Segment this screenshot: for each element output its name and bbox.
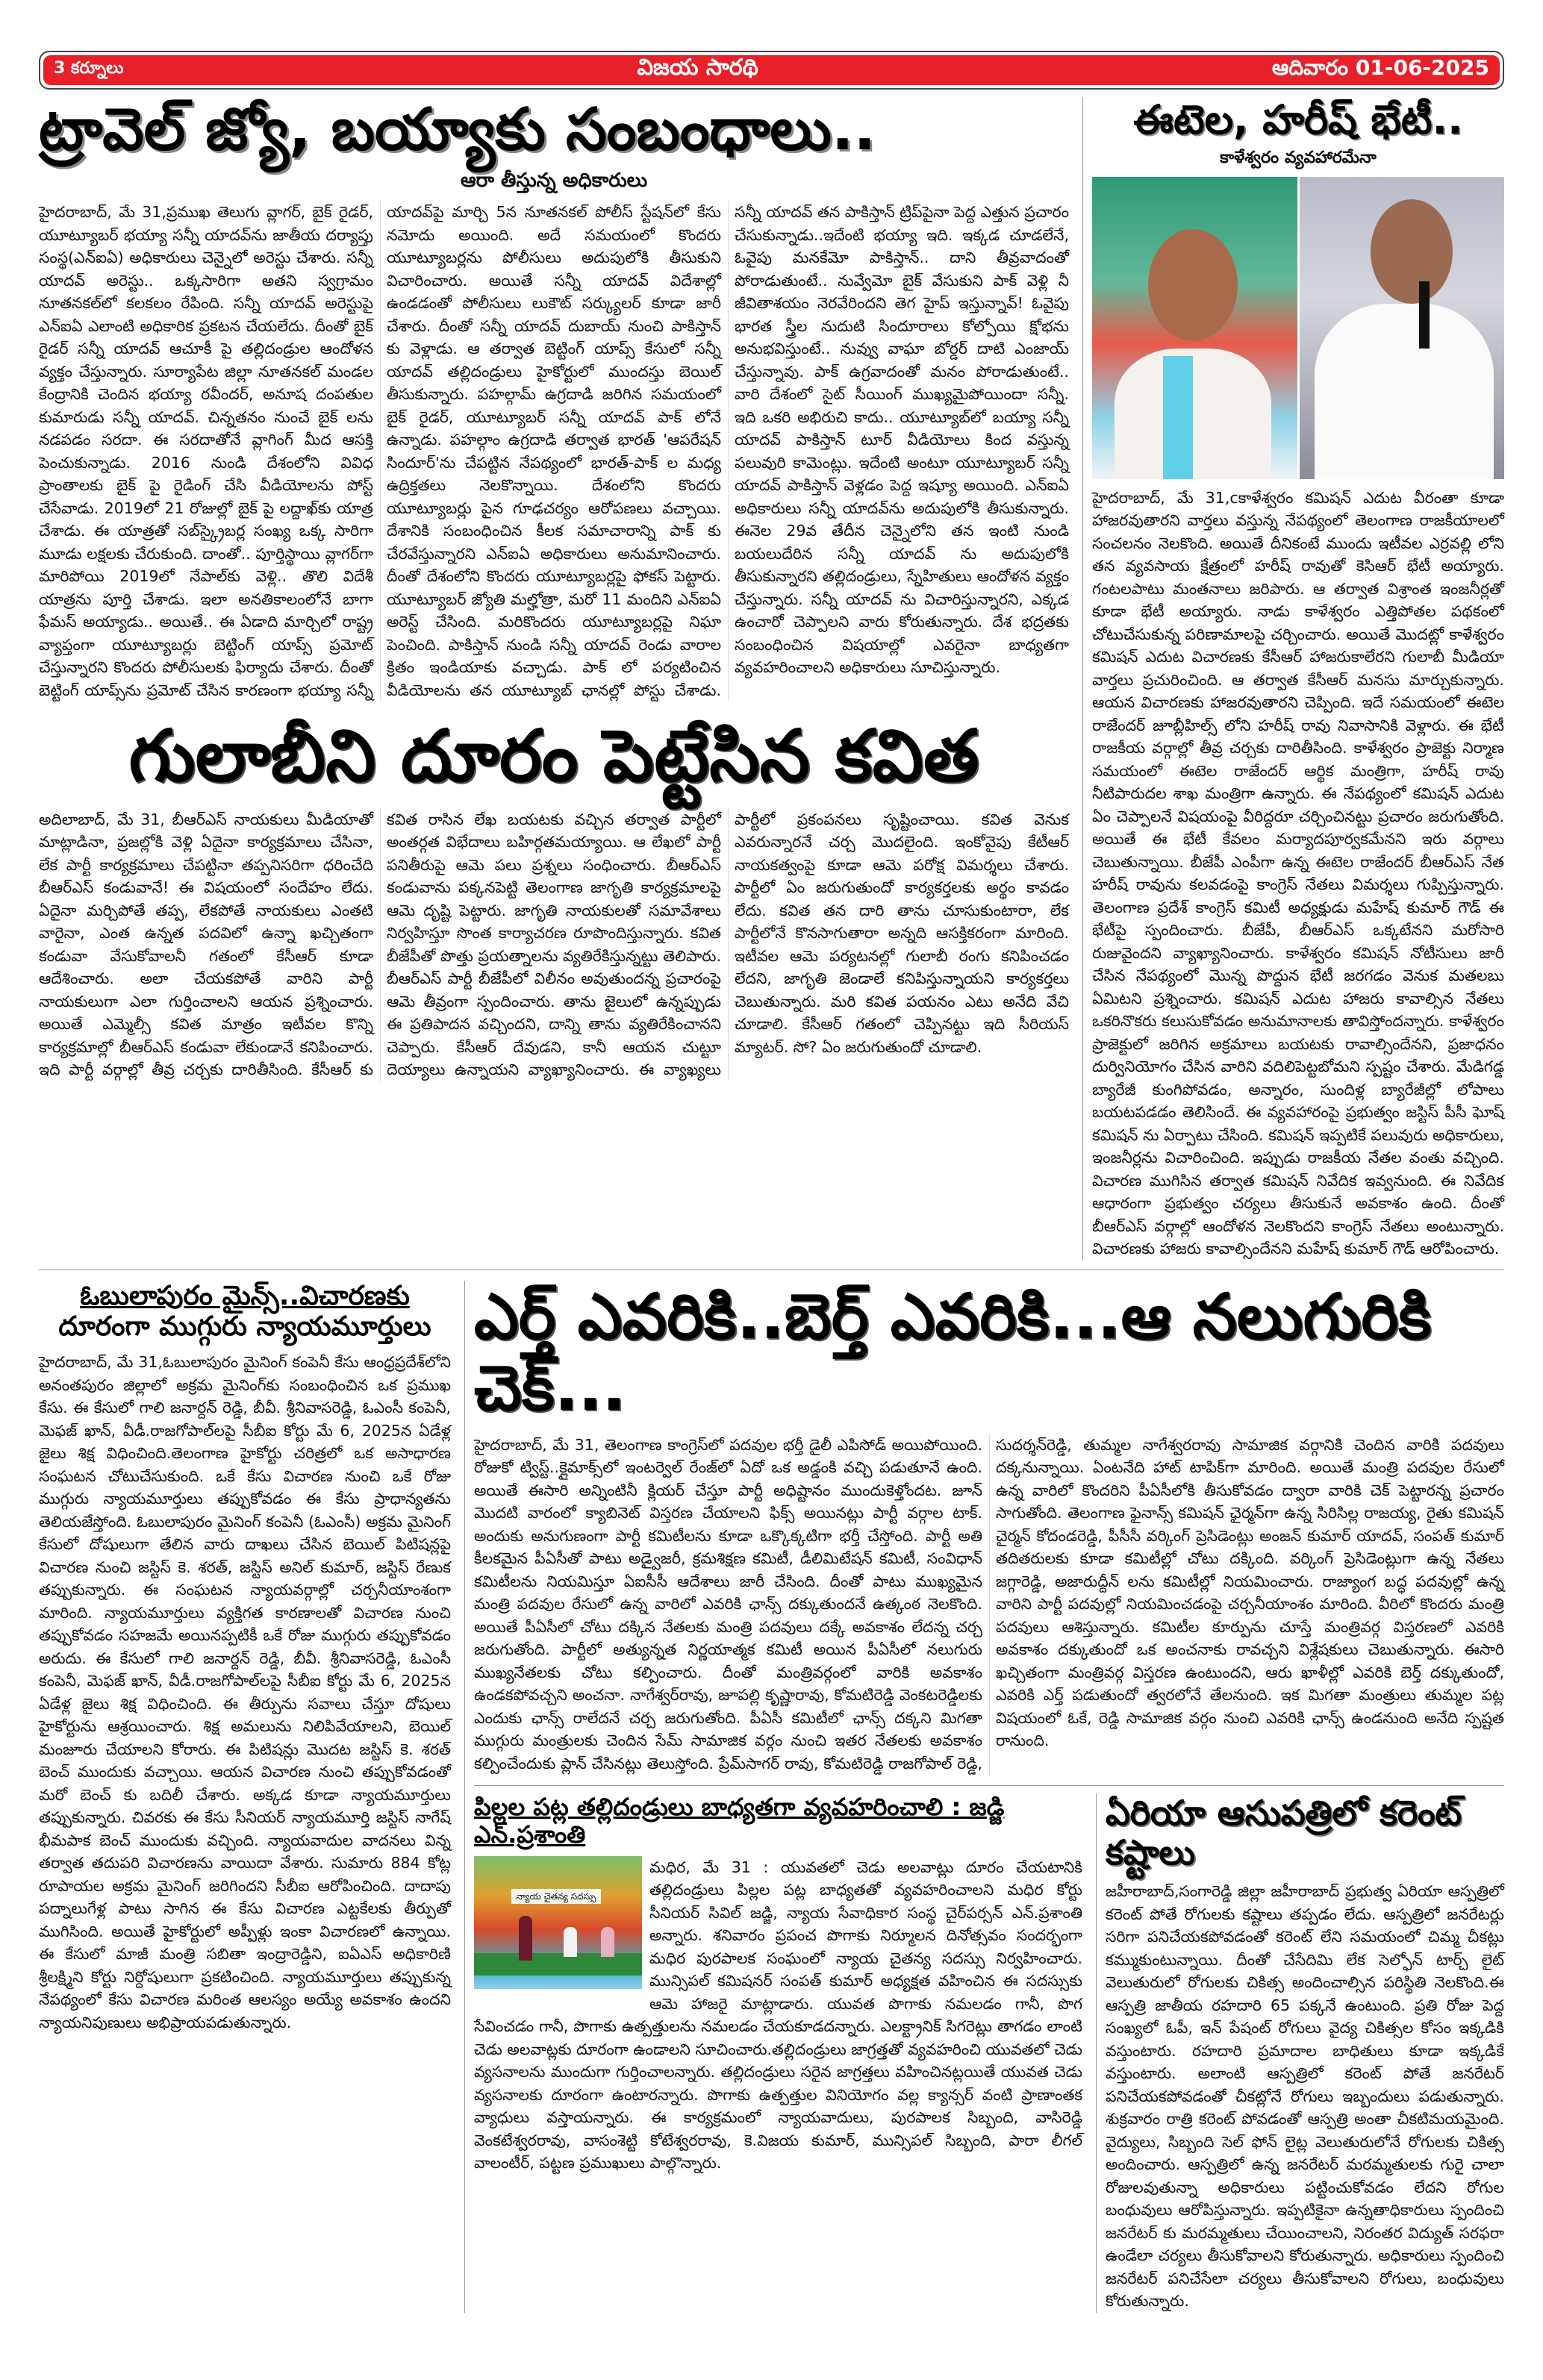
masthead	[39, 51, 1504, 90]
subhead-travel: ఆరా తీస్తున్న అధికారులు	[460, 169, 648, 192]
photo-etala-harish	[1092, 177, 1504, 479]
article-obulapuram-body	[39, 1351, 451, 2034]
subhead-etala: కాళేశ్వరం వ్యవహారమేనా	[1220, 149, 1377, 168]
article-text: జహీరాబాద్,సంగారెడ్డి జిల్లా జహీరాబాద్ ప్రభుత్వ ఏరియా ఆస్పత్రిలో కరెంట్ పోతే రోగులకు కష్టాలు తప్పడం లేదు. ఆస్పత్రిలో జనరేటర్లు సరిగా పనిచేయకపోవడంతో కరెంట్ లేని సమయంలో చిమ్మ చీకట్లు కమ్ముకుంటున్నాయి. దీంతో చేసేదిమి లేక సెల్ఫోన్ టార్చ్ లైట్ వెలుతురులో రోగులకు చికిత్స అందించాల్సిన పరిస్థితి నెలకొంది.ఈ ఆస్పత్రి జాతీయ రహదారి 65 పక్కనే ఉంటుంది. ప్రతి రోజు పెద్ద సంఖ్యలో ఓపీ, ఇన్ పేషంట్ రోగులు వైద్య చికిత్సల కోసం ఇక్కడికి వస్తుంటారు. రహదారి ప్రమాదాల బాధితులు కూడా ఇక్కడికే వస్తుంటారు. అలాంటి ఆస్పత్రిలో కరెంట్ పోతే జనరేటర్ పనిచేయకపోవడంతో చీకట్లోనే రోగులు ఇబ్బందులు పడుతున్నారు. శుక్రవారం రాత్రి కరెంట్ పోవడంతో ఆస్పత్రి అంతా చీకటిమయమైంది. వైద్యులు, సిబ్బంది సెల్ ఫోన్ లైట్ల వెలుతురులోనే రోగులకు చికిత్స అందించారు. ఆస్పత్రిలో ఉన్న జనరేటర్ మరమ్మతులకు గురై చాలా రోజులవుతున్నా అధికారులు పట్టించుకోవడం లేదని రోగుల బంధువులు ఆరోపిస్తున్నారు. ఇప్పటికైనా ఉన్నతాధికారులు స్పందించి జనరేటర్ కు మరమ్మతులు చేయించాలని, నిరంతర విద్యుత్ సరఫరా ఉండేలా చర్యలు తీసుకోవాలని కోరుతున్నారు. అధికారులు స్పందించి జనరేటర్ పనిచేసేలా చర్యలు తీసుకోవాలని రోగులు, బంధువులు కోరుతున్నారు.	[1106, 1882, 1504, 2311]
upper-left-column	[39, 97, 1069, 1261]
article-text: హైదరాబాద్, మే 31, తెలంగాణ కాంగ్రెస్‌లో పదవుల భర్తీ డైలీ ఎపిసోడ్ అయిపోయింది. రోజుకో ట్విస్ట్..క్లైమాక్స్‌లో ఇంటర్వెల్ రేంజ్‌లో ఏదో ఒక అడ్డంకి వచ్చి పడుతూనే ఉంది. అయితే ఈసారి అన్నింటినీ క్లియర్ చేస్తూ పార్టీ అధిష్టానం ముందుకెళ్తోందట. జూన్ మొదటి వారంలో క్యాబినెట్ విస్తరణ చేయాలని ఫిక్స్ అయినట్లు పార్టీ వర్గాల టాక్. అందుకు అనుగుణంగా పార్టీ కమిటీలను కూడా ఒక్కొక్కటిగా భర్తీ చేస్తోంది. పార్టీ అతి కీలకమైన పీఏసీతో పాటు అడ్వైజరీ, క్రమశిక్షణ కమిటీ, డీలిమిటేషన్ కమిటీ, సంవిధాన్ కమిటీలను నియమిస్తూ ఏఐసీసీ ఆదేశాలు జారీ చేసింది. దీంతో పాటు ముఖ్యమైన మంత్రి పదవుల రేసులో ఉన్న వారిలో ఎవరికి ఛాన్స్ దక్కుతుందనే ఉత్కంఠ నెలకొంది. అయితే పీఏసీలో చోటు దక్కిన నేతలకు మంత్రి పదవులు దక్కే అవకాశం లేదన్న చర్చ జరుగుతోంది. పార్టీలో అత్యున్నత నిర్ణయాత్మక కమిటీ అయిన పీఏసీలో నలుగురు ముఖ్యనేతలకు చోటు కల్పించారు. దీంతో మంత్రివర్గంలో వారికి అవకాశం ఉండకపోవచ్చని అంచనా. నాగేశ్వర్‌రావు, జూపల్లి కృష్ణారావు, కోమటిరెడ్డి వెంకటరెడ్డిలకు ఎందుకు ఛాన్స్ రాలేదనే చర్చ జరుగుతోంది. పీఏసీ కమిటీలో ఛాన్స్ దక్కని మిగతా ముగ్గురు మంత్రులకు చెందిన సేమ్ సామాజిక వర్గం నుంచి ఇతర నేతలకు అవకాశం కల్పించేందుకు ప్లాన్ చేసినట్లు తెలుస్తోంది. ప్రేమ్‌సాగర్ రావు, కోమటిరెడ్డి రాజగోపాల్ రెడ్డి, సుదర్శన్‌రెడ్డి, తుమ్మల నాగేశ్వరరావు సామాజిక వర్గానికి చెందిన వారికి పదవులు దక్కనున్నాయి. ఏంటనేది హాట్ టాపిక్‌గా మారింది. అయితే మంత్రి పదవుల రేసులో ఉన్న వారిలో కొందరిని పీఏసీలోకి తీసుకోవడం ద్వారా వారికి చెక్ పెట్టారన్న ప్రచారం సాగుతోంది. తెలంగాణ ఫైనాన్స్ కమిషన్ ఛైర్మన్‌గా ఉన్న సిరిసిల్ల రాజయ్య, రైతు కమిషన్ చైర్మన్ కోదండరెడ్డి, పీసీసీ వర్కింగ్ ప్రెసిడెంట్లు అంజన్ కుమార్ యాదవ్, సంపత్ కుమార్ తదితరులకు కూడా కమిటీల్లో చోటు దక్కింది. వర్కింగ్ ప్రెసిడెంట్లుగా ఉన్న నేతలు జగ్గారెడ్డి, అజారుద్దీన్ లను కమిటీల్లో నియమించారు. రాజ్యాంగ బద్ధ పదవుల్లో ఉన్న వారిని పార్టీ పదవుల్లో నియమించడంపై చర్చనీయాంశం మారింది. వీరిలో కొందరు మంత్రి పదవులు ఆశిస్తున్నారు. కమిటీల కూర్పును చూస్తే మంత్రివర్గ విస్తరణలో ఎవరికి అవకాశం దక్కుతుందో ఒక అంచనాకు రావచ్చని విశ్లేషకులు చెబుతున్నారు. ఈసారి ఖచ్చితంగా మంత్రివర్గ విస్తరణ ఉంటుందని, ఆరు ఖాళీల్లో ఎవరికి బెర్త్ దక్కుతుందో, ఎవరికి ఎర్త్ పడుతుందో త్వరలోనే తేలనుంది. ఇక మిగతా మంత్రులు తుమ్మల పట్ల విషయంలో ఓకే, రెడ్డి సామాజిక వర్గం నుంచి ఎవరికి ఛాన్స్ ఉండనుంది అనేది స్పష్టత రానుంది.	[474, 1435, 1504, 1772]
article-text: అదిలాబాద్, మే 31, బీఆర్ఎస్ నాయకులు మీడియాతో మాట్లాడినా, ప్రజల్లోకి వెళ్లి ఏదైనా కార్యక్రమాలు చేసినా, లేక పార్టీ కార్యక్రమాలు చేపట్టినా తప్పనిసరిగా ధరించేది బీఆర్ఎస్ కండువానే! ఈ విషయంలో సందేహం లేదు. ఏదైనా మర్చిపోతే తప్ప, లేకపోతే నాయకులు ఎంతటి వారైనా, ఎంత ఉన్నత పదవిలో ఉన్నా ఖచ్చితంగా కండువా వేసుకోవాలనీ గతంలో కేసీఆర్ కూడా ఆదేశించారు. అలా చేయకపోతే వారిని పార్టీ నాయకులుగా ఎలా గుర్తించాలని ఆయన ప్రశ్నించారు. అయితే ఎమ్మెల్సీ కవిత మాత్రం ఇటీవల కొన్ని కార్యక్రమాల్లో బీఆర్ఎస్ కండువా లేకుండానే కనిపించారు. ఇది పార్టీ వర్గాల్లో తీవ్ర చర్చకు దారితీసింది. కేసీఆర్ కు కవిత రాసిన లేఖ బయటకు వచ్చిన తర్వాత పార్టీలో అంతర్గత విభేదాలు బహిర్గతమయ్యాయి. ఆ లేఖలో పార్టీ పనితీరుపై ఆమె పలు ప్రశ్నలు సంధించారు. బీఆర్ఎస్ కండువాను పక్కనపెట్టి తెలంగాణ జాగృతి కార్యక్రమాలపై ఆమె దృష్టి పెట్టారు. జాగృతి నాయకులతో సమావేశాలు నిర్వహిస్తూ సొంత కార్యాచరణ రూపొందిస్తున్నారు. కవిత బీజేపీతో పొత్తు ప్రయత్నాలను వ్యతిరేకిస్తున్నట్టు తెలిపారు. బీఆర్ఎస్ పార్టీ బీజేపీలో విలీనం అవుతుందన్న ప్రచారంపై ఆమె తీవ్రంగా స్పందించారు. తాను జైలులో ఉన్నప్పుడు ఈ ప్రతిపాదన వచ్చిందని, దాన్ని తాను వ్యతిరేకించానని చెప్పారు. కేసీఆర్ దేవుడని, కానీ ఆయన చుట్టూ దెయ్యాలు ఉన్నాయని వ్యాఖ్యానించారు. ఈ వ్యాఖ్యలు పార్టీలో ప్రకంపనలు సృష్టించాయి. కవిత వెనుక ఎవరున్నారనే చర్చ మొదలైంది. ఇంకోవైపు కేటీఆర్ నాయకత్వంపై కూడా ఆమె పరోక్ష విమర్శలు చేశారు. పార్టీలో ఏం జరుగుతుందో కార్యకర్తలకు అర్థం కావడం లేదు. కవిత తన దారి తాను చూసుకుంటారా, లేక పార్టీలోనే కొనసాగుతారా అన్నది ఆసక్తికరంగా మారింది. ఇటీవల ఆమె పర్యటనల్లో గులాబీ రంగు కనిపించడం లేదని, జాగృతి జెండాలే కనిపిస్తున్నాయని కార్యకర్తలు చెబుతున్నారు. మరి కవిత పయనం ఎటు అనేది వేచి చూడాలి. కేసీఆర్ గతంలో చెప్పినట్టు ఇది సీరియస్ మ్యాటర్. సో? ఏం జరుగుతుందో చూడాలి.	[39, 810, 1069, 1079]
event-banner: న్యాయ చైతన్య సదస్సు	[511, 1889, 601, 1904]
article-kavitha-body	[39, 808, 1069, 1081]
headline-earth-berth: ఎర్త్ ఎవరికి..బెర్త్ ఎవరికి...ఆ నలుగురికి చెక్...	[474, 1279, 1432, 1425]
hospital-column	[1096, 1793, 1504, 2312]
lower-left-column	[39, 1281, 451, 2313]
photo-etala	[1092, 177, 1297, 479]
issue-date: ఆదివారం 01-06-2025	[1271, 55, 1489, 80]
article-madhira-body	[474, 1856, 1082, 2175]
lower-right-column	[464, 1281, 1504, 2313]
article-etala-body	[1092, 487, 1504, 1261]
article-text: హైదరాబాద్, మే 31,ఓబులాపురం మైనింగ్ కంపెనీ కేసు ఆంధ్రప్రదేశ్‌లోని అనంతపురం జిల్లాలో అక్రమ మైనింగ్‌కు సంబంధించిన ఒక ప్రముఖ కేసు. ఈ కేసులో గాలి జనార్దన్ రెడ్డి, బీవీ. శ్రీనివాసరెడ్డి, ఓఎంసీ కంపెనీ, మెఫజ్ ఖాన్, వీడీ.రాజగోపాల్‌లపై సీబీఐ కోర్టు మే 6, 2025న ఏడేళ్ల జైలు శిక్ష విధించింది.తెలంగాణ హైకోర్టు చరిత్రలో ఒక అసాధారణ సంఘటన చోటుచేసుకుంది. ఒకే కేసు విచారణ నుంచి ఒకే రోజు ముగ్గురు న్యాయమూర్తులు తప్పుకోవడం ఈ కేసు ప్రాధాన్యతను తెలియజేస్తోంది. ఓబులాపురం మైనింగ్ కంపెనీ (ఓఎంసీ) అక్రమ మైనింగ్ కేసులో దోషులుగా తేలిన వారు దాఖలు చేసిన బెయిల్ పిటిషన్లపై విచారణ నుంచి జస్టిస్ కె. శరత్, జస్టిస్ అనిల్ కుమార్, జస్టిస్ రేణుక తప్పుకున్నారు. ఈ సంఘటన న్యాయవర్గాల్లో చర్చనీయాంశంగా మారింది. న్యాయమూర్తులు వ్యక్తిగత కారణాలతో విచారణ నుంచి తప్పుకోవడం సహజమే అయినప్పటికీ ఒకే రోజు ముగ్గురు తప్పుకోవడం అరుదు. ఈ కేసులో గాలి జనార్దన్ రెడ్డి, బీవీ. శ్రీనివాసరెడ్డి, ఓఎంసీ కంపెనీ, మెఫజ్ ఖాన్, వీడీ.రాజగోపాల్‌లపై సీబీఐ కోర్టు మే 6, 2025న ఏడేళ్ల జైలు శిక్ష విధించింది. ఈ తీర్పును సవాలు చేస్తూ దోషులు హైకోర్టును ఆశ్రయించారు. శిక్ష అమలును నిలిపివేయాలని, బెయిల్ మంజూరు చేయాలని కోరారు. ఈ పిటిషన్లు మొదట జస్టిస్ కె. శరత్ బెంచ్ ముందుకు వచ్చాయి. ఆయన విచారణ నుంచి తప్పుకోవడంతో మరో బెంచ్ కు బదిలీ చేశారు. అక్కడ కూడా న్యాయమూర్తులు తప్పుకున్నారు. చివరకు ఈ కేసు సీనియర్ న్యాయమూర్తి జస్టిస్ నాగేష్ భీమపాక బెంచ్ ముందుకు వచ్చింది. న్యాయవాదుల వాదనలు విన్న తర్వాత తదుపరి విచారణను వాయిదా వేశారు. సుమారు 884 కోట్ల రూపాయల అక్రమ మైనింగ్ జరిగిందని సీబీఐ ఆరోపించింది. దాదాపు పద్నాలుగేళ్ల పాటు సాగిన ఈ కేసు విచారణ ఎట్టకేలకు తీర్పుతో ముగిసింది. అయితే హైకోర్టులో అప్పీళ్లు ఇంకా విచారణలో ఉన్నాయి. ఈ కేసులో మాజీ మంత్రి సబితా ఇంద్రారెడ్డిని, ఐఏఎస్ అధికారిణి శ్రీలక్ష్మిని కోర్టు నిర్దోషులుగా ప్రకటించింది. న్యాయమూర్తులు తప్పుకున్న నేపథ్యంలో కేసు విచారణ మరింత ఆలస్యం అయ్యే అవకాశం ఉందని న్యాయనిపుణులు అభిప్రాయపడుతున్నారు.	[39, 1353, 451, 2031]
article-earth-body	[474, 1434, 1504, 1775]
article-text: హైదరాబాద్, మే 31,ప్రముఖ తెలుగు వ్లాగర్, బైక్ రైడర్, యూట్యూబర్ భయ్యా సన్నీ యాదవ్‌ను జాతీయ దర్యాప్తు సంస్థ(ఎన్ఐఏ) అధికారులు చెన్నైలో అరెస్టు చేశారు. సన్నీ యాదవ్ అరెస్టు.. ఒక్కసారిగా అతని స్వగ్రామం నూతనకల్‌లో కలకలం రేపింది. సన్నీ యాదవ్ అరెస్టుపై ఎన్ఐఏ ఎలాంటి అధికారిక ప్రకటన చేయలేదు. దీంతో బైక్ రైడర్ సన్నీ యాదవ్ ఆచూకీ పై తల్లిదండ్రుల ఆందోళన వ్యక్తం చేస్తున్నారు. సూర్యాపేట జిల్లా నూతనకల్ మండల కేంద్రానికి చెందిన భయ్యా రవీందర్, అనూష దంపతుల కుమారుడు సన్నీ యాదవ్. చిన్నతనం నుంచే బైక్ లను నడపడం సరదా. ఈ సరదాతోనే వ్లాగింగ్ మీద ఆసక్తి పెంచుకున్నాడు. 2016 నుండి దేశంలోని వివిధ ప్రాంతాలకు బైక్ పై రైడింగ్ చేసి వీడియోలను పోస్ట్ చేసేవాడు. 2019లో 21 రోజుల్లో బైక్ పై లద్దాఖ్‌కు యాత్ర చేశాడు. ఈ యాత్రతో సబ్‌స్క్రైబర్ల సంఖ్య ఒక్క సారిగా మూడు లక్షలకు చేరుకుంది. దాంతో.. పూర్తిస్థాయి వ్లాగర్‌గా మారిపోయి 2019లో నేపాల్‌కు వెళ్లి.. తొలి విదేశీ యాత్రను పూర్తి చేశాడు. ఇలా అనతికాలంలోనే బాగా ఫేమస్ అయ్యాడు.. అయితే.. ఈ ఏడాది మార్చిలో రాష్ట్ర వ్యాప్తంగా యూట్యూబర్లు బెట్టింగ్ యాప్స్ ప్రమోట్ చేస్తున్నారని కొందరు పోలీసులకు ఫిర్యాదు చేశారు. దీంతో బెట్టింగ్ యాప్స్‌ను ప్రమోట్ చేసిన కారణంగా భయ్యా సన్నీ యాదవ్‌పై మార్చి 5న నూతనకల్ పోలీస్ స్టేషన్‌లో కేసు నమోదు అయింది. అదే సమయంలో కొందరు యూట్యూబర్లను పోలీసులు అదుపులోకి తీసుకుని విచారించారు. అయితే సన్నీ యాదవ్ విదేశాల్లో ఉండడంతో పోలీసులు లుకౌట్ సర్క్యులర్ కూడా జారీ చేశారు. దీంతో సన్నీ యాదవ్ దుబాయ్ నుంచి పాకిస్తాన్ కు వెళ్లాడు. ఆ తర్వాత బెట్టింగ్ యాప్స్ కేసులో సన్నీ యాదవ్ తల్లిదండ్రులు హైకోర్టులో ముందస్తు బెయిల్ తీసుకున్నారు. పహల్గామ్ ఉగ్రదాడి జరిగిన సమయంలో బైక్ రైడర్, యూట్యూబర్ సన్నీ యాదవ్ పాక్ లోనే ఉన్నాడు. పహల్గాం ఉగ్రదాడి తర్వాత భారత్ 'ఆపరేషన్ సిందూర్'ను చేపట్టిన నేపథ్యంలో భారత్-పాక్ ల మధ్య ఉద్రిక్తతలు నెలకొన్నాయి. దేశంలోని కొందరు యూట్యూబర్లు పైన గూఢచర్యం ఆరోపణలు వచ్చాయి. దేశానికి సంబంధించిన కీలక సమాచారాన్ని పాక్ కు చేరవేస్తున్నారని ఎన్ఐఏ అధికారులు అనుమానించారు. దీంతో దేశంలోని కొందరు యూట్యూబర్లపై ఫోకస్ పెట్టారు. యూట్యూబర్ జ్యోతి మల్హోత్రా, మరో 11 మందిని ఎన్ఐఏ అరెస్ట్ చేసింది. మరికొందరు యూట్యూబర్లపై నిఘా పెంచింది. పాకిస్తాన్ నుండి సన్నీ యాదవ్ రెండు వారాల క్రితం ఇండియాకు వచ్చాడు. పాక్ లో పర్యటించిన వీడియోలను తన యూట్యూబ్ ఛానల్లో పోస్టు చేశాడు. సన్నీ యాదవ్ తన పాకిస్తాన్ ట్రిప్‌పైనా పెద్ద ఎత్తున ప్రచారం చేసుకున్నాడు..ఇదేంటి భయ్యా ఇది. ఇక్కడ చూడలేనే, ఓవైపు మనకేమో పాకిస్తాన్.. దాని తీవ్రవాదంతో పోరాడుతుంటే.. నువ్వేమో బైక్ వేసుకుని పాక్ వెళ్లి నీ జీవితాశయం నెరవేరిందని తెగ హైప్ ఇస్తున్నావ్! ఓవైపు భారత స్త్రీల నుదుటి సిందూరాలు కోల్పోయి క్షోభను అనుభవిస్తుంటే.. నువ్వు వాఘా బోర్డర్ దాటి ఎంజాయ్ చేస్తున్నావు. పాక్ ఉగ్రవాదంతో మనం పోరాడుతుంటే.. వారి దేశంలో సైట్ సీయింగ్ ముఖ్యమైపోయిందా సన్నీ. ఇది ఒకరి అభిరుచి కాదు.. యూట్యూబ్‌లో బయ్యా సన్నీ యాదవ్ పాకిస్తాన్ టూర్ వీడియోలు కింద వస్తున్న పలువురి కామెంట్లు. ఇదేంటి అంటూ యూట్యూబర్ సన్నీ యాదవ్ పాకిస్తాన్ వెళ్లడం పెద్ద ఇష్యూ అయింది. ఎన్ఐఏ అధికారులు సన్నీ యాదవ్‌ను అదుపులోకి తీసుకున్నారు. ఈనెల 29వ తేదీన చెన్నైలోని తన ఇంటి నుండి బయలుదేరిన సన్నీ యాదవ్ ను అదుపులోకి తీసుకున్నారని తల్లిదండ్రులు, స్నేహితులు ఆందోళన వ్యక్తం చేస్తున్నారు. సన్నీ యాదవ్ ను విచారిస్తున్నారని, ఎక్కడ ఉంచారో చెప్పాలని వారు కోరుతున్నారు. దేశ భద్రతకు సంబంధించిన విషయాల్లో ఎవరైనా బాధ్యతగా వ్యవహరించాలని అధికారులు సూచిస్తున్నారు.	[39, 203, 1069, 699]
newspaper-name: విజయ సారథి	[637, 54, 758, 81]
article-text: మధిర, మే 31 : యువతలో చెడు అలవాట్లు దూరం చేయటానికి తల్లిదండ్రులు పిల్లల పట్ల బాధ్యతతో వ్యవహరించాలని మధిర కోర్టు సీనియర్ సివిల్ జడ్జి, న్యాయ సేవాధికార సంస్థ చైర్‌పర్సన్ ఎన్.ప్రశాంతి అన్నారు. శనివారం ప్రపంచ పొగాకు నిర్మూలన దినోత్సవం సందర్భంగా మధిర పురపాలక సంఘంలో న్యాయ చైతన్య సదస్సు నిర్వహించారు. మున్సిపల్ కమిషనర్ సంపత్ కుమార్ అధ్యక్షత వహించిన ఈ సదస్సుకు ఆమె హాజరై మాట్లాడారు. యువత పొగాకు నమలడం గానీ, పొగ సేవించడం గానీ, పొగాకు ఉత్పత్తులను నమలడం చేయకూడదన్నారు. ఎలక్ట్రానిక్ సిగరెట్లు తాగడం లాంటి చెడు అలవాట్లకు దూరంగా ఉండాలని సూచించారు.తల్లిదండ్రులు జాగ్రత్తతో వ్యవహరించి యువతలో చెడు వ్యసనాలను ముందుగా గుర్తించాలన్నారు. తల్లిదండ్రులు సరైన జాగ్రత్తలు వహించినట్లయితే యువత చెడు వ్యసనాలకు దూరంగా ఉంటారన్నారు. పొగాకు ఉత్పత్తుల వినియోగం వల్ల క్యాన్సర్ వంటి ప్రాణాంతక వ్యాధులు వస్తాయన్నారు. ఈ కార్యక్రమంలో న్యాయవాదులు, పురపాలక సిబ్బంది, వాసిరెడ్డి వెంకటేశ్వరరావు, వాసంశెట్టి కోటేశ్వరరావు, కె.విజయ కుమార్, మున్సిపల్ సిబ్బంది, పారా లీగల్ వాలంటీర్, పట్టణ ప్రముఖులు పాల్గొన్నారు.	[474, 1858, 1082, 2173]
madhira-column	[474, 1793, 1082, 2312]
photo-harish	[1300, 177, 1505, 479]
article-text: హైదరాబాద్, మే 31,cకాళేశ్వరం కమిషన్ ఎదుట వీరంతా కూడా హాజరవుతారని వార్తలు వస్తున్న నేపథ్యంలో తెలంగాణ రాజకీయాలలో సంచలనం నెలకొంది. అయితే దీనికంటే ముందు ఇటీవల ఎర్రవల్లి లోని తన వ్యవసాయ క్షేత్రంలో హరీష్ రావుతో కెసిఆర్ భేటీ అయ్యారు. గంటలపాటు మంతనాలు జరిపారు. ఆ తర్వాత విశ్రాంత ఇంజనీర్లతో కూడా భేటీ అయ్యారు. నాడు కాళేశ్వరం ఎత్తిపోతల పథకంలో చోటుచేసుకున్న పరిణామాలపై చర్చించారు. అయితే మొదట్లో కాళేశ్వరం కమిషన్ ఎదుట విచారణకు కేసీఆర్ హాజరుకాలేరని గులాబీ మీడియా వార్తలు ప్రచురించింది. ఆ తర్వాత కేసీఆర్ మనసు మార్చుకున్నారు. ఆయన విచారణకు హాజరవుతారని చెప్పింది. ఇదే సమయంలో ఈటెల రాజేందర్ జూబ్లీహిల్స్ లోని హరీష్ రావు నివాసానికి వెళ్లారు. ఈ భేటీ రాజకీయ వర్గాల్లో తీవ్ర చర్చకు దారితీసింది. కాళేశ్వరం ప్రాజెక్టు నిర్మాణ సమయంలో ఈటెల రాజేందర్ ఆర్థిక మంత్రిగా, హరీష్ రావు నీటిపారుదల శాఖ మంత్రిగా ఉన్నారు. ఈ నేపథ్యంలో కమిషన్ ఎదుట ఏం చెప్పాలనే విషయంపై వీరిద్దరూ చర్చించినట్టు ప్రచారం జరుగుతోంది. అయితే ఈ భేటీ కేవలం మర్యాదపూర్వకమేనని ఇరు వర్గాలు చెబుతున్నాయి. బీజేపీ ఎంపీగా ఉన్న ఈటెల రాజేందర్ బీఆర్ఎస్ నేత హరీష్ రావును కలవడంపై కాంగ్రెస్ నేతలు విమర్శలు గుప్పిస్తున్నారు. తెలంగాణ ప్రదేశ్ కాంగ్రెస్ కమిటీ అధ్యక్షుడు మహేష్ కుమార్ గౌడ్ ఈ భేటీపై స్పందించారు. బీజేపీ, బీఆర్ఎస్ ఒక్కటేనని మరోసారి రుజువైందని వ్యాఖ్యానించారు. కాళేశ్వరం కమిషన్ నోటీసులు జారీ చేసిన నేపథ్యంలో మొన్న పొద్దున భేటీ జరగడం వెనుక మతలబు ఏమిటని ప్రశ్నించారు. కమిషన్ ఎదుట హాజరు కావాల్సిన నేతలు ఒకరినొకరు కలుసుకోవడం అనుమానాలకు తావిస్తోందన్నారు. కాళేశ్వరం ప్రాజెక్టులో జరిగిన అక్రమాలు బయటకు రావాల్సిందేనని, ప్రజాధనం దుర్వినియోగం చేసిన వారిని వదిలిపెట్టబోమని స్పష్టం చేశారు. మేడిగడ్డ బ్యారేజీ కుంగిపోవడం, అన్నారం, సుందిళ్ల బ్యారేజీల్లో లోపాలు బయటపడడం తెలిసిందే. ఈ వ్యవహారంపై ప్రభుత్వం జస్టిస్ పీసీ ఘోష్ కమిషన్ ను ఏర్పాటు చేసింది. కమిషన్ ఇప్పటికే పలువురు అధికారులు, ఇంజనీర్లను విచారించింది. ఇప్పుడు రాజకీయ నేతల వంతు వచ్చింది. విచారణ ముగిసిన తర్వాత కమిషన్ నివేదిక ఇవ్వనుంది. ఈ నివేదిక ఆధారంగా ప్రభుత్వం చర్యలు తీసుకునే అవకాశం ఉంది. దీంతో బీఆర్ఎస్ వర్గాల్లో ఆందోళన నెలకొందని కాంగ్రెస్ నేతలు అంటున్నారు. విచారణకు హాజరు కావాల్సిందేనని మహేష్ కుమార్ గౌడ్ ఆరోపించారు.	[1092, 488, 1504, 1258]
headline-hospital: ఏరియా ఆసుపత్రిలో కరెంట్ కష్టాలు	[1106, 1793, 1462, 1873]
lower-section	[39, 1281, 1504, 2313]
headline-kavitha: గులాబీని దూరం పెట్టేసిన కవిత	[128, 714, 979, 799]
headline-obulapuram-line1: ఓబులాపురం మైన్స్..విచారణకు	[80, 1280, 410, 1311]
headline-travel: ట్రావెల్ జ్యో, బయ్యాకు సంబంధాలు..	[39, 96, 876, 163]
headline-madhira: పిల్లల పట్ల తల్లిదండ్రులు బాధ్యతగా వ్యవహరించాలి : జడ్జి ఎన్.ప్రశాంతి	[474, 1793, 1005, 1849]
photo-madhira-event	[474, 1856, 642, 1989]
page-label: 3 కర్నూలు	[54, 59, 124, 78]
article-hospital-body	[1106, 1880, 1504, 2313]
headline-obulapuram-line2: దూరంగా ముగ్గురు న్యాయమూర్తులు	[58, 1311, 431, 1343]
upper-right-column	[1082, 97, 1504, 1261]
headline-etala: ఈటెల, హరీష్ భేటీ..	[1133, 96, 1463, 143]
bottom-articles	[474, 1785, 1504, 2312]
upper-section	[39, 97, 1504, 1270]
article-travel-body	[39, 201, 1069, 702]
